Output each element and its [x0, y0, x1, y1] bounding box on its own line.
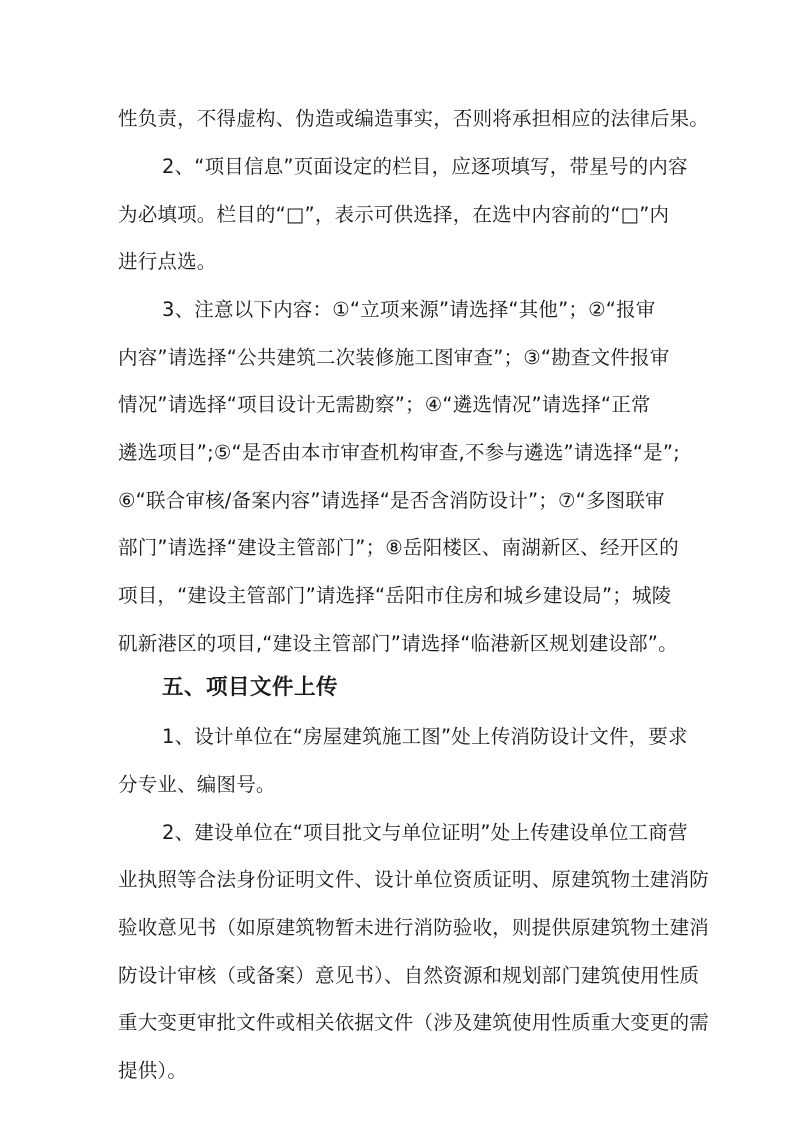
paragraph-line: 性负责，不得虚构、伪造或编造事实，否则将承担相应的法律后果。	[118, 107, 710, 130]
paragraph-line: 2、建设单位在“项目批文与单位证明”处上传建设单位工商营	[162, 821, 688, 844]
paragraph-line: ⑥“联合审核/备案内容”请选择“是否含消防设计”；⑦“多图联审	[118, 489, 665, 512]
paragraph-line: 为必填项。栏目的“□”，表示可供选择，在选中内容前的“□”内	[118, 203, 670, 226]
section-heading-upload: 五、项目文件上传	[162, 675, 339, 700]
paragraph-line: 1、设计单位在“房屋建筑施工图”处上传消防设计文件，要求	[162, 725, 688, 748]
paragraph-line: 内容”请选择“公共建筑二次装修施工图审查”；③“勘查文件报审	[118, 346, 670, 369]
paragraph-line: 部门”请选择“建设主管部门”；⑧岳阳楼区、南湖新区、经开区的	[118, 536, 679, 559]
paragraph-line: 3、注意以下内容：①“立项来源”请选择“其他”；②“报审	[162, 298, 656, 321]
paragraph-line: 遴选项目”;⑤“是否由本市审查机构审查,不参与遴选”请选择“是”;	[118, 441, 680, 464]
paragraph-line: 进行点选。	[118, 250, 217, 273]
paragraph-line: 防设计审核（或备案）意见书）、自然资源和规划部门建筑使用性质	[118, 964, 700, 987]
paragraph-line: 情况”请选择“项目设计无需勘察”；④“遴选情况”请选择“正常	[118, 393, 651, 416]
paragraph-line: 重大变更审批文件或相关依据文件（涉及建筑使用性质重大变更的需	[118, 1011, 710, 1034]
paragraph-line: 分专业、编图号。	[118, 773, 276, 796]
paragraph-line: 矶新港区的项目,“建设主管部门”请选择“临港新区规划建设部”。	[118, 632, 678, 655]
paragraph-line: 项目，“建设主管部门”请选择“岳阳市住房和城乡建设局”；城陵	[118, 584, 672, 607]
paragraph-line: 提供）。	[118, 1059, 188, 1082]
paragraph-line: 验收意见书（如原建筑物暂未进行消防验收，则提供原建筑物土建消	[118, 916, 710, 939]
paragraph-line: 业执照等合法身份证明文件、设计单位资质证明、原建筑物土建消防	[118, 868, 710, 891]
paragraph-line: 2、“项目信息”页面设定的栏目，应逐项填写，带星号的内容	[162, 155, 688, 178]
